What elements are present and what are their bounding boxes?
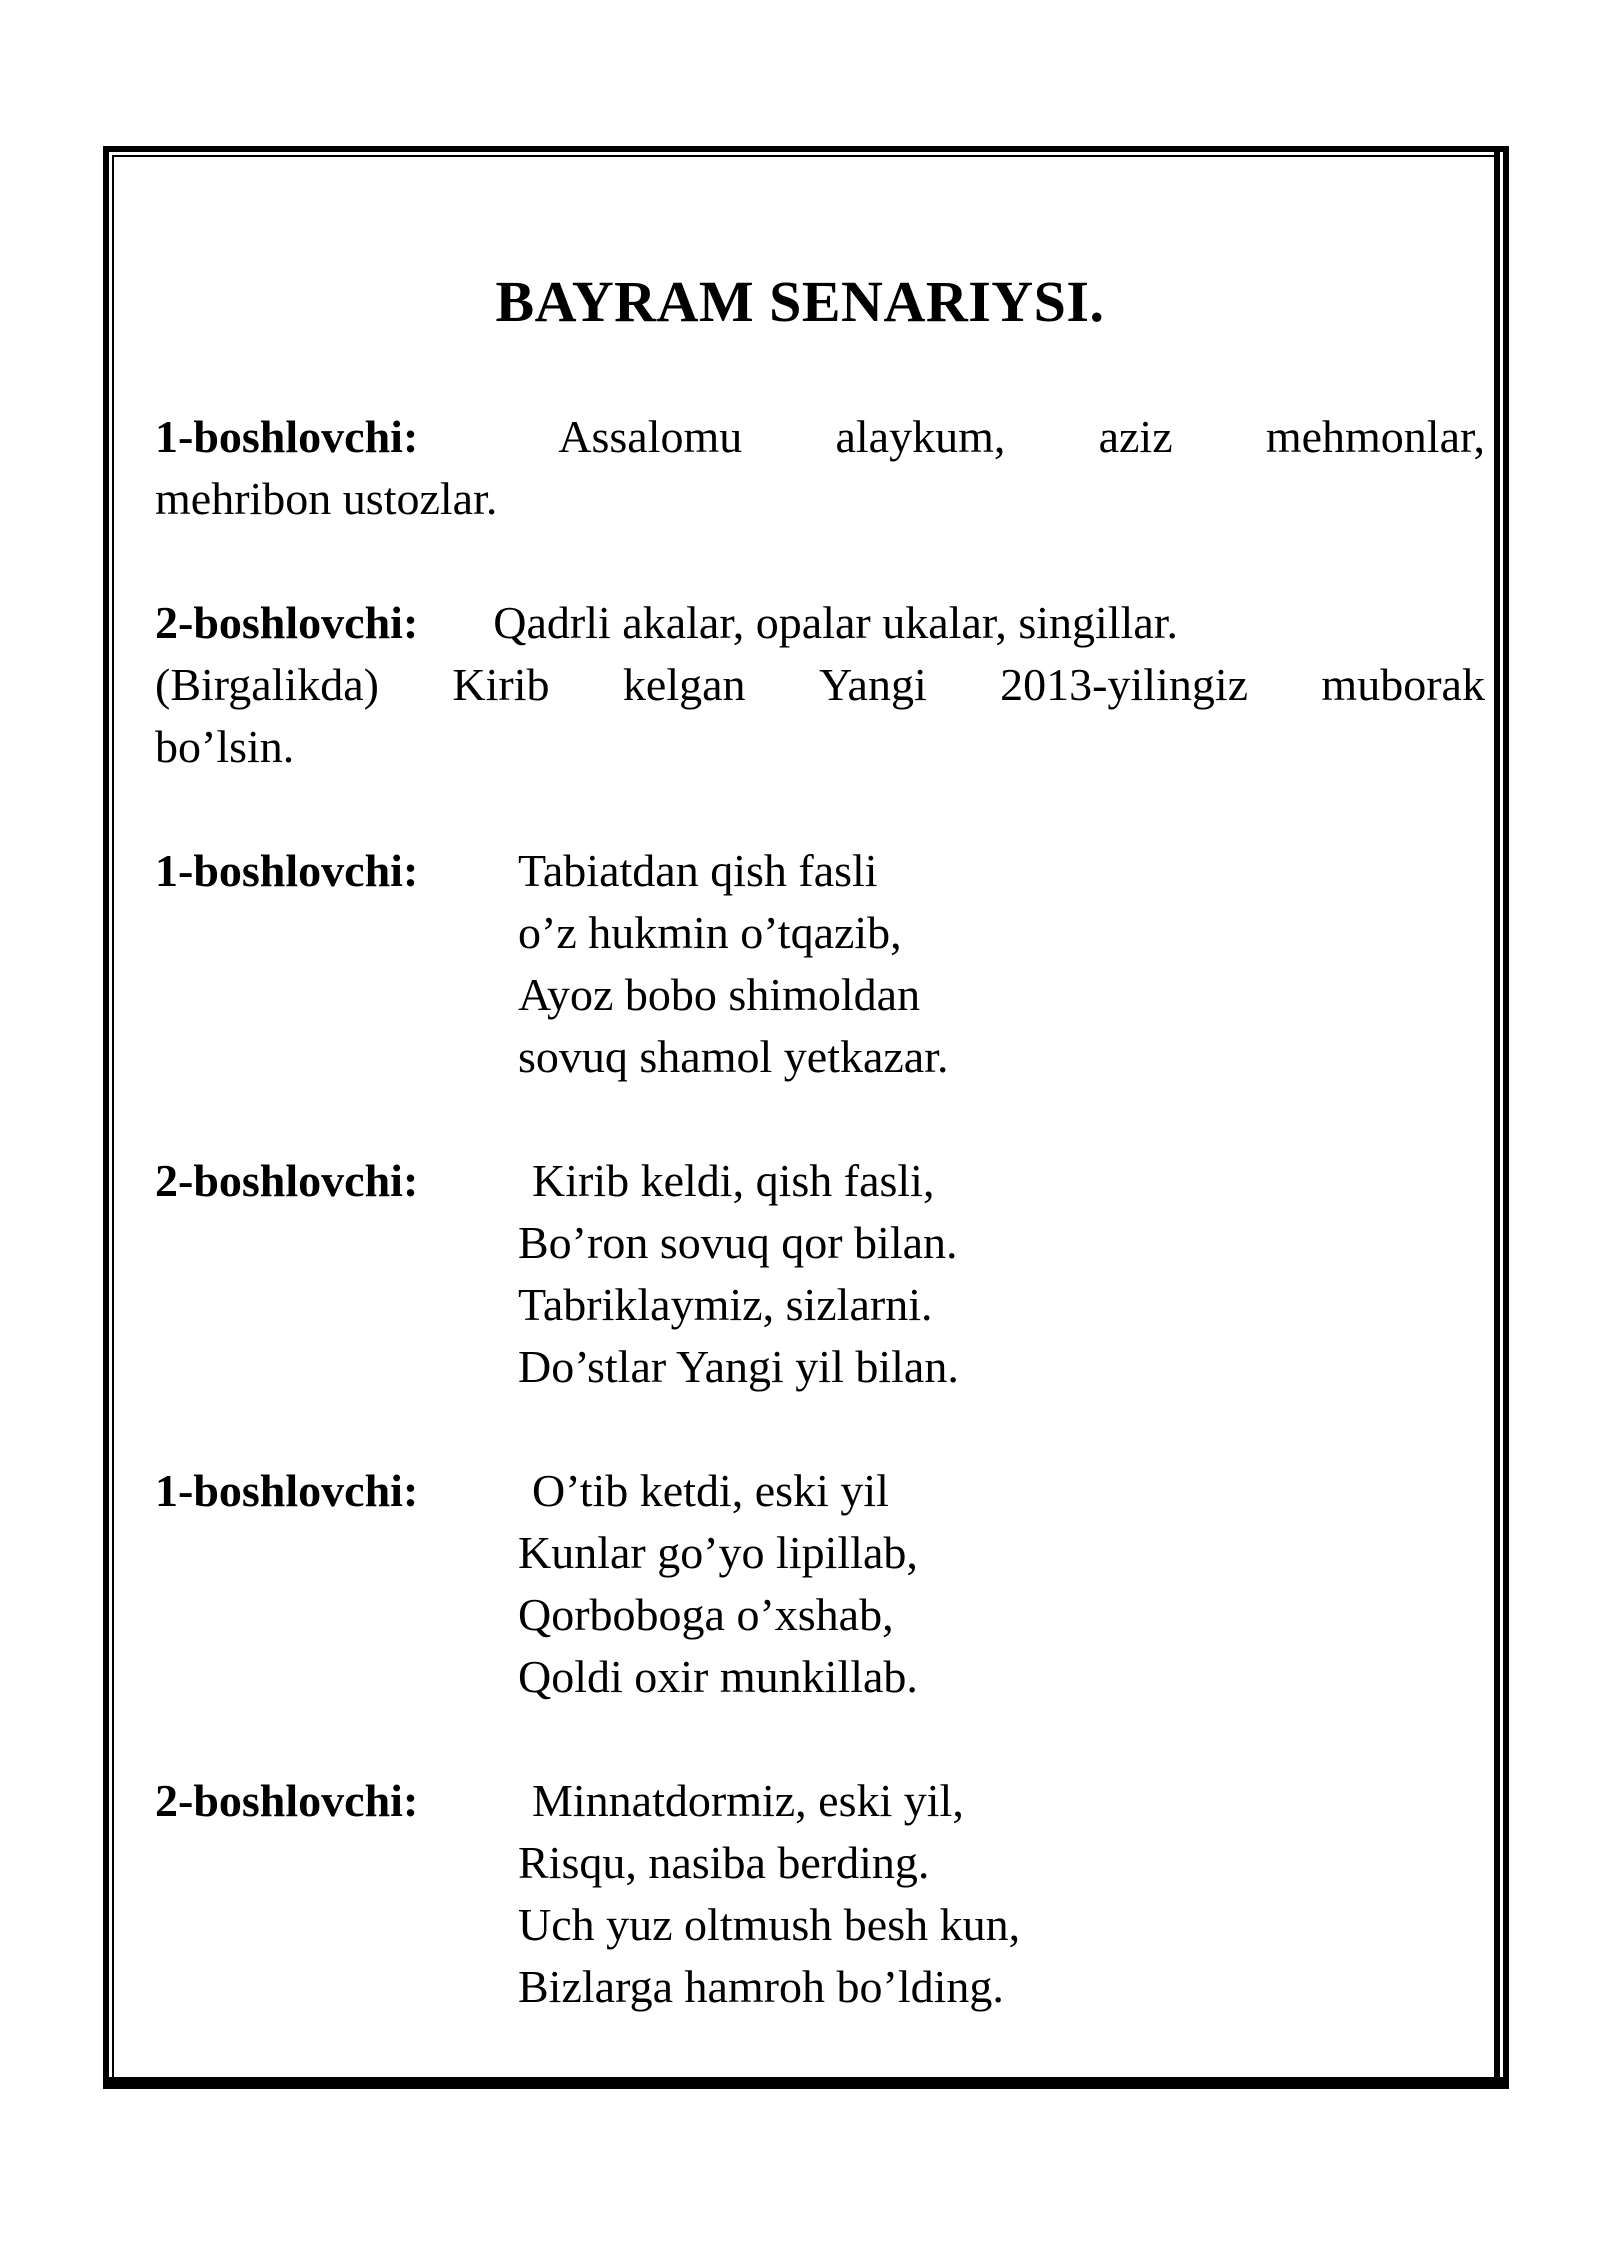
- together-word: 2013-yilingiz: [1000, 659, 1249, 710]
- verse-line: O’tib ketdi, eski yil: [532, 1465, 889, 1516]
- together-word: Kirib: [452, 659, 550, 710]
- second-line: [155, 592, 1178, 654]
- speaker-label: 2-boshlovchi:: [155, 597, 419, 648]
- together-word: kelgan: [622, 659, 746, 710]
- verse-line: Bo’ron sovuq qor bilan.: [518, 1217, 958, 1268]
- together-line: [155, 654, 1485, 716]
- verse-line: Kunlar go’yo lipillab,: [518, 1527, 918, 1578]
- speaker-label: 1-boshlovchi:: [155, 411, 419, 462]
- verse-line: Uch yuz oltmush besh kun,: [518, 1899, 1021, 1950]
- page-title: BAYRAM SENARIYSI.: [495, 269, 1105, 334]
- verse-line: Qoldi oxir munkillab.: [518, 1651, 918, 1702]
- verse-line: Tabriklaymiz, sizlarni.: [518, 1279, 933, 1330]
- together-word: (Birgalikda): [155, 659, 379, 710]
- verse-line: Tabiatdan qish fasli: [518, 845, 878, 896]
- intro-line: [155, 406, 1485, 468]
- verse-line: Qorboboga o’xshab,: [518, 1589, 894, 1640]
- together-word: Yangi: [818, 659, 927, 710]
- speaker-label: 1-boshlovchi:: [155, 1465, 419, 1516]
- intro-word: mehmonlar,: [1265, 411, 1485, 462]
- intro-word: aziz: [1098, 411, 1173, 462]
- speaker-label: 2-boshlovchi:: [155, 1775, 419, 1826]
- second-text: Qadrli akalar, opalar ukalar, singillar.: [493, 597, 1179, 648]
- second-continuation: bo’lsin.: [155, 721, 295, 772]
- intro-continuation: mehribon ustozlar.: [155, 473, 498, 524]
- verse-line: Bizlarga hamroh bo’lding.: [518, 1961, 1004, 2012]
- intro-word: Assalomu: [558, 411, 743, 462]
- verse-line: Minnatdormiz, eski yil,: [532, 1775, 964, 1826]
- page-border-shadow-bottom: [109, 2077, 1506, 2083]
- speaker-label: 1-boshlovchi:: [155, 845, 419, 896]
- together-word: muborak: [1321, 659, 1485, 710]
- verse-line: o’z hukmin o’tqazib,: [518, 907, 902, 958]
- verse-line: Ayoz bobo shimoldan: [518, 969, 921, 1020]
- verse-line: Risqu, nasiba berding.: [518, 1837, 930, 1888]
- page-border-shadow-right: [1494, 152, 1500, 2083]
- verse-line: sovuq shamol yetkazar.: [518, 1031, 949, 1082]
- intro-word: alaykum,: [835, 411, 1006, 462]
- speaker-label: 2-boshlovchi:: [155, 1155, 419, 1206]
- verse-line: Do’stlar Yangi yil bilan.: [518, 1341, 959, 1392]
- verse-line: Kirib keldi, qish fasli,: [532, 1155, 935, 1206]
